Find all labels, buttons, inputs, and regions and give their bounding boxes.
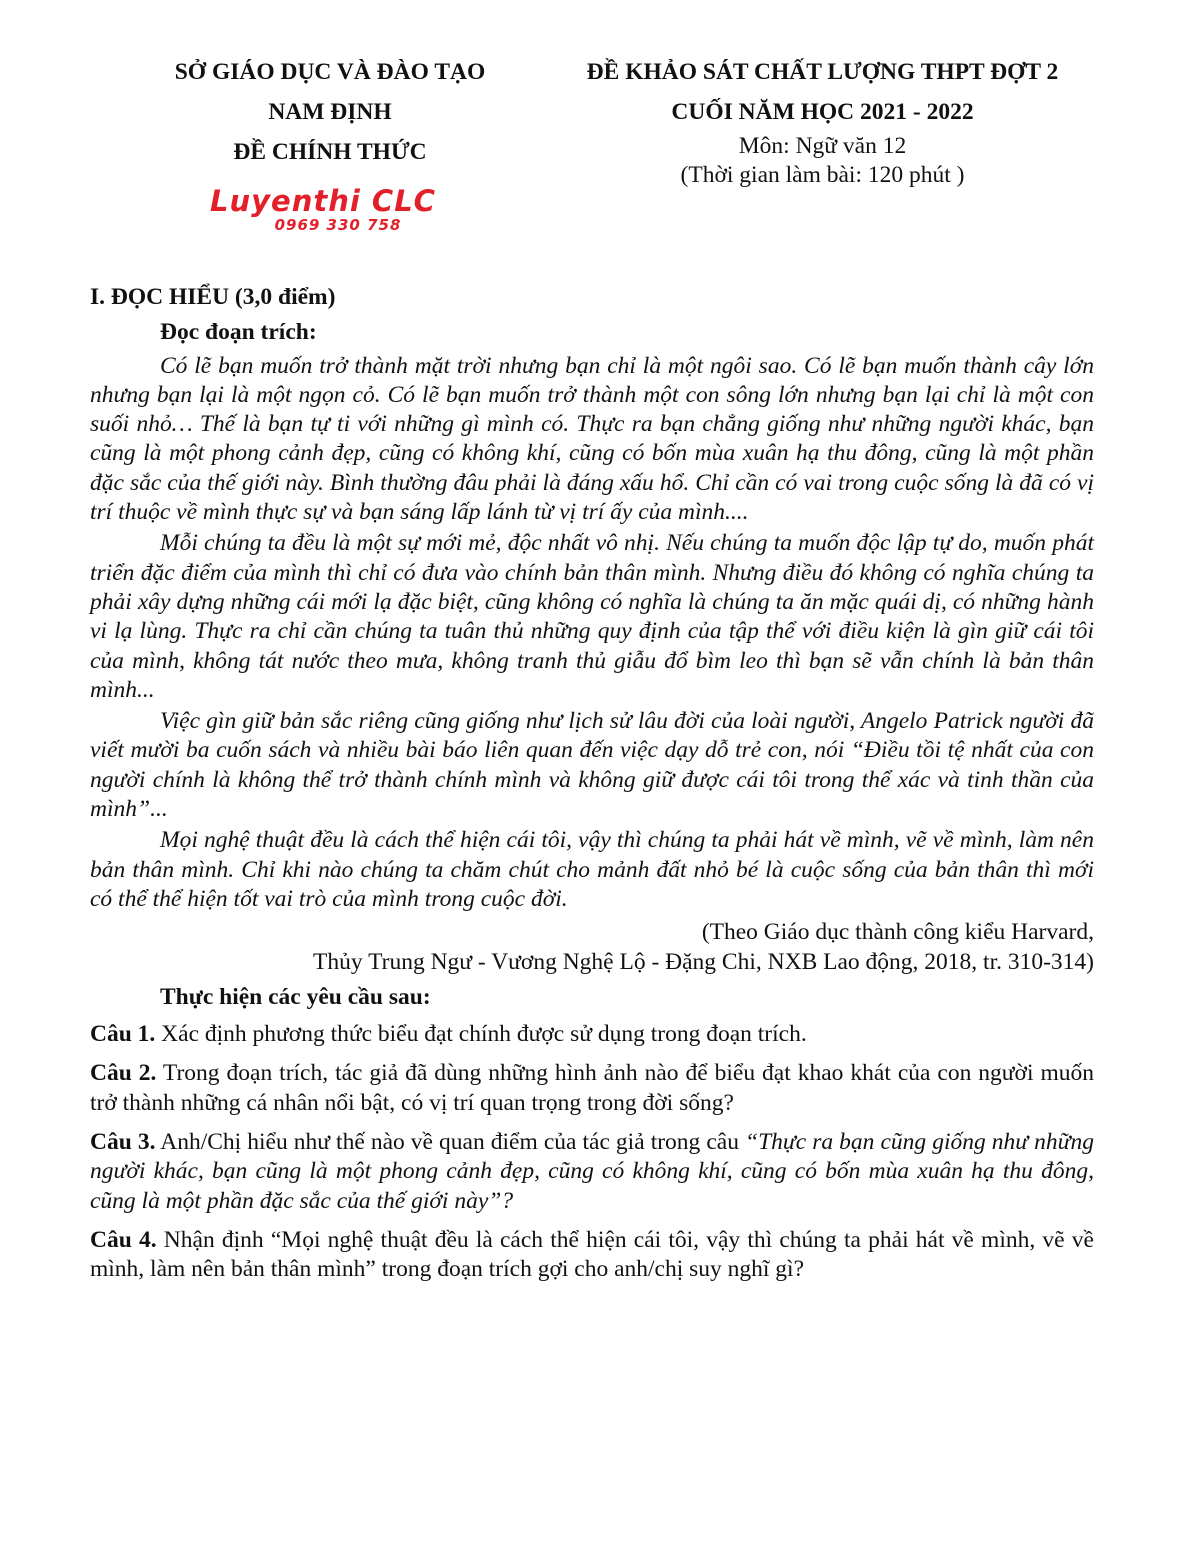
passage-label: Đọc đoạn trích:: [160, 319, 317, 346]
logo-name: Luyenthi CLC: [210, 184, 436, 218]
question-text: Xác định phương thức biểu đạt chính được sử dụng trong đoạn trích.: [155, 1021, 807, 1048]
official-label: ĐỀ CHÍNH THỨC: [233, 139, 427, 165]
question-label: Câu 1.: [90, 1021, 156, 1048]
source-line: Thủy Trung Ngư - Vương Nghệ Lộ - Đặng Chi, NXB Lao động, 2018, tr. 310-314): [313, 948, 1094, 975]
question-label: Câu 3.: [90, 1129, 156, 1156]
duration: (Thời gian làm bài: 120 phút ): [680, 162, 965, 188]
passage-paragraph: Việc gìn giữ bản sắc riêng cũng giống như lịch sử lâu đời của loài người, Angelo Patrick người đã viết mười ba cuốn sách và nhiều bài báo liên quan đến việc dạy dỗ trẻ con, nói “Điều tồi tệ nhất của con người chính là không thể trở thành chính mình và không giữ được cái tôi trong thể xác và tinh thần của mình”...: [90, 708, 1094, 823]
question-4: [90, 1226, 1094, 1285]
issuer-block: [130, 52, 530, 172]
question-label: Câu 2.: [90, 1060, 157, 1087]
watermark-logo: [208, 185, 438, 233]
section-title: I. ĐỌC HIỂU (3,0 điểm): [90, 284, 336, 310]
passage-paragraph: Có lẽ bạn muốn trở thành mặt trời nhưng bạn chỉ là một ngôi sao. Có lẽ bạn muốn thành cây lớn nhưng bạn lại là một ngọn cỏ. Có lẽ bạn muốn trở thành một con sông lớn nhưng bạn lại chỉ là một con suối nhỏ… Thế là bạn tự ti với những gì mình có. Thực ra bạn chẳng giống như những người khác, bạn cũng là một phong cảnh đẹp, cũng có không khí, cũng có bốn mùa xuân hạ thu đông, cũng là một phần đặc sắc của thế giới này. Bình thường đâu phải là đáng xấu hổ. Chỉ cần có vai trong cuộc sống là đã có vị trí thuộc về mình thực sự và bạn sáng lấp lánh từ vị trí ấy của mình....: [90, 352, 1094, 526]
school-year: CUỐI NĂM HỌC 2021 - 2022: [671, 99, 974, 125]
passage-paragraph: Mỗi chúng ta đều là một sự mới mẻ, độc nhất vô nhị. Nếu chúng ta muốn độc lập tự do, muốn phát triển đặc điểm của mình thì chỉ có đưa vào chính bản thân mình. Nhưng điều đó không có nghĩa chúng ta phải xây dựng những cái mới lạ đặc biệt, cũng không có nghĩa là chúng ta ăn mặc quái dị, có những hành vi lạ lùng. Thực ra chỉ cần chúng ta tuân thủ những quy định của tập thể với điều kiện là gìn giữ cái tôi của mình, không tát nước theo mưa, không tranh thủ giẫu đổ bìm leo thì bạn sẽ vẫn chính là bản thân mình...: [90, 530, 1094, 703]
question-1: [90, 1020, 1094, 1049]
source-citation: [90, 918, 1094, 977]
question-2: [90, 1059, 1094, 1118]
passage-paragraph: Mọi nghệ thuật đều là cách thể hiện cái tôi, vậy thì chúng ta phải hát về mình, vẽ về mình, làm nên bản thân mình. Chỉ khi nào chúng ta chăm chút cho mảnh đất nhỏ bé là cuộc sống của bản thân thì mới có thể thể hiện tốt vai trò của mình trong cuộc đời.: [90, 827, 1094, 912]
question-text: Trong đoạn trích, tác giả đã dùng những hình ảnh nào để biểu đạt khao khát của con người muốn trở thành những cá nhân nổi bật, có vị trí quan trọng trong đời sống?: [90, 1060, 1094, 1116]
question-3: [90, 1128, 1094, 1216]
department-name: SỞ GIÁO DỤC VÀ ĐÀO TẠO: [174, 59, 486, 85]
exam-title-block: [545, 52, 1100, 190]
question-quote: “Thực ra bạn cũng giống như những người khác, bạn cũng là một phong cảnh đẹp, cũng có không khí, cũng có bốn mùa xuân hạ thu đông, cũng là một phần đặc sắc của thế giới này”?: [90, 1129, 1094, 1214]
question-text: Nhận định “Mọi nghệ thuật đều là cách thể hiện cái tôi, vậy thì chúng ta phải hát về mình, vẽ về mình, làm nên bản thân mình” trong đoạn trích gợi cho anh/chị suy nghĩ gì?: [90, 1226, 1094, 1283]
province-name: NAM ĐỊNH: [268, 99, 392, 125]
question-text: Anh/Chị hiểu như thế nào về quan điểm của tác giả trong câu: [155, 1129, 746, 1156]
source-line: (Theo Giáo dục thành công kiểu Harvard,: [701, 919, 1094, 946]
reading-section: [90, 283, 1094, 1295]
subject: Môn: Ngữ văn 12: [738, 133, 907, 159]
logo-phone: 0969 330 758: [274, 216, 402, 234]
question-label: Câu 4.: [90, 1226, 157, 1253]
exam-title: ĐỀ KHẢO SÁT CHẤT LƯỢNG THPT ĐỢT 2: [586, 59, 1059, 85]
tasks-title: Thực hiện các yêu cầu sau:: [160, 983, 431, 1010]
